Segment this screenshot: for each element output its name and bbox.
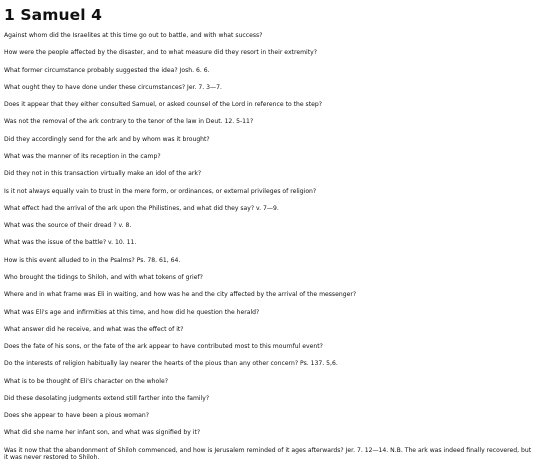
question-item: What ought they to have done under these circumstances? Jer. 7. 3—7. <box>4 83 222 91</box>
question-item: How is this event alluded to in the Psalms? Ps. 78. 61, 64. <box>4 256 181 264</box>
question-item: Was it now that the abandonment of Shiloh commenced, and how is Jerusalem reminded of it ages afterwards? Jer. 7. 12—14. N.B. The ark was indeed finally recovered, but it was never restored to Shiloh. <box>4 446 532 462</box>
page-title: 1 Samuel 4 <box>4 6 102 24</box>
question-item: What former circumstance probably suggested the idea? Josh. 6. 6. <box>4 66 210 74</box>
question-item: What was Eli's age and infirmities at this time, and how did he question the herald? <box>4 308 260 316</box>
question-item: Does it appear that they either consulted Samuel, or asked counsel of the Lord in reference to the step? <box>4 101 322 109</box>
question-item: What effect had the arrival of the ark upon the Philistines, and what did they say? v. 7—9. <box>4 204 279 212</box>
question-item: Who brought the tidings to Shiloh, and with what tokens of grief? <box>4 273 203 281</box>
question-item: Where and in what frame was Eli in waiting, and how was he and the city affected by the arrival of the messenger? <box>4 291 357 299</box>
question-item: Did these desolating judgments extend still farther into the family? <box>4 394 210 402</box>
question-item: Was not the removal of the ark contrary to the tenor of the law in Deut. 12. 5-11? <box>4 118 254 126</box>
question-item: Did they not in this transaction virtually make an idol of the ark? <box>4 170 202 178</box>
question-item: What was the manner of its reception in the camp? <box>4 152 161 160</box>
question-item: What did she name her infant son, and what was signified by it? <box>4 429 201 437</box>
question-list <box>4 32 536 462</box>
question-item: Against whom did the Israelites at this time go out to battle, and with what success? <box>4 32 263 39</box>
question-item: Does the fate of his sons, or the fate of the ark appear to have contributed most to this mournful event? <box>4 343 323 351</box>
question-item: Did they accordingly send for the ark and by whom was it brought? <box>4 135 210 143</box>
question-item: Does she appear to have been a pious woman? <box>4 412 149 420</box>
question-item: What is to be thought of Eli's character on the whole? <box>4 377 168 385</box>
question-item: How were the people affected by the disaster, and to what measure did they resort in their extremity? <box>4 49 317 57</box>
question-item: Do the interests of religion habitually lay nearer the hearts of the pious than any other concern? Ps. 137. 5,6. <box>4 360 338 368</box>
question-item: What was the issue of the battle? v. 10. 11. <box>4 239 137 247</box>
question-item: What answer did he receive, and what was the effect of it? <box>4 325 184 333</box>
question-item: What was the source of their dread ? v. 8. <box>4 222 132 230</box>
question-item: Is it not always equally vain to trust in the mere form, or ordinances, or external privileges of religion? <box>4 187 317 195</box>
